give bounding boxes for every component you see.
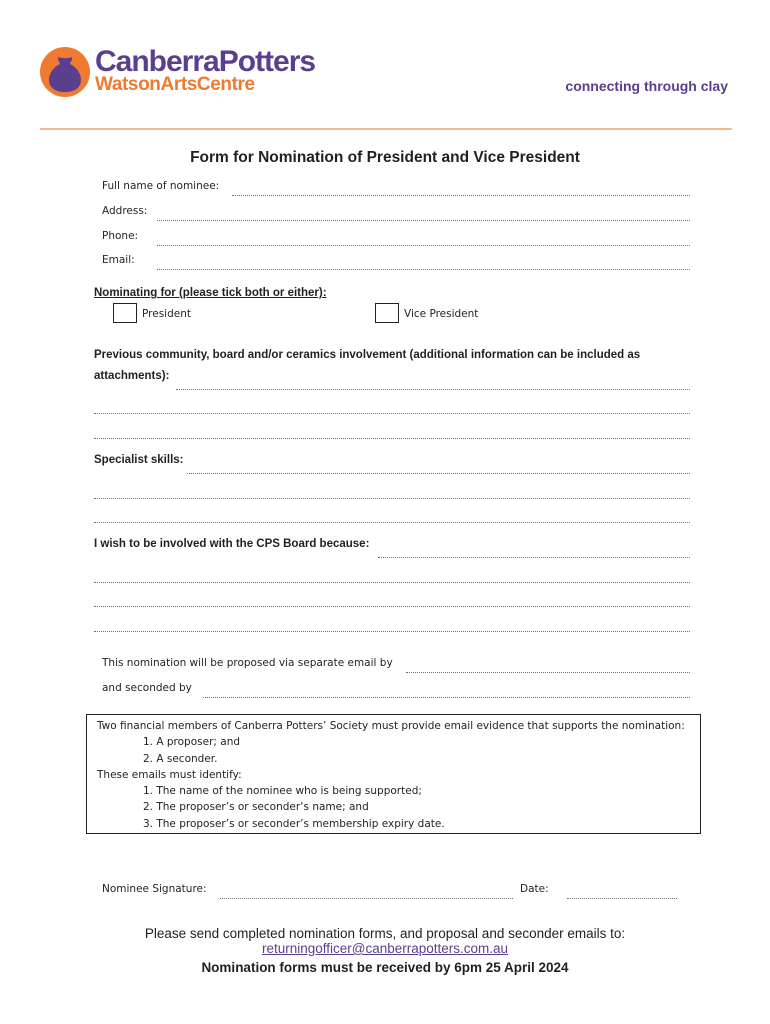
involvement-label: Previous community, board and/or ceramics involvement (additional information can be included as (94, 349, 641, 361)
board-reason-field-line[interactable] (94, 606, 690, 607)
proposer-field[interactable] (406, 672, 690, 673)
involvement-field-line[interactable] (176, 389, 690, 390)
skills-field-line[interactable] (94, 522, 690, 523)
full-name-field[interactable] (232, 195, 690, 196)
date-field[interactable] (567, 898, 677, 899)
requirements-identify: These emails must identify: (97, 768, 242, 781)
send-instructions: Please send completed nomination forms, and proposal and seconder emails to: (144, 926, 626, 941)
brand-name: CanberraPotters (95, 45, 316, 78)
email-label: Email: (102, 254, 135, 266)
date-label: Date: (520, 883, 549, 895)
requirement-item: 3. The proposer’s or seconder’s membership expiry date. (143, 817, 445, 830)
deadline-notice: Nomination forms must be received by 6pm 25 April 2024 (201, 960, 569, 975)
pot-icon (37, 46, 93, 98)
signature-field[interactable] (220, 898, 513, 899)
phone-label: Phone: (102, 230, 139, 242)
address-field[interactable] (157, 220, 690, 221)
requirements-intro: Two financial members of Canberra Potters’ Society must provide email evidence that supports the nomination: (97, 720, 685, 732)
involvement-field-line[interactable] (94, 438, 690, 439)
requirement-item: 1. The name of the nominee who is being supported; (143, 785, 422, 798)
requirement-item: 2. The proposer’s or seconder’s name; and (143, 801, 369, 814)
address-label: Address: (102, 205, 148, 217)
seconder-label: and seconded by (102, 682, 192, 694)
board-reason-field-line[interactable] (378, 557, 690, 558)
board-reason-field-line[interactable] (94, 631, 690, 632)
proposer-label: This nomination will be proposed via separate email by (102, 657, 393, 669)
logo (37, 44, 367, 100)
vice-president-label: Vice President (404, 308, 479, 320)
returning-officer-email-link[interactable]: returningofficer@canberrapotters.com.au (261, 941, 509, 956)
requirements-box (86, 714, 701, 834)
tagline: connecting through clay (565, 78, 728, 94)
president-label: President (142, 308, 191, 320)
brand-subname: WatsonArtsCentre (95, 74, 255, 95)
nominating-heading: Nominating for (please tick both or either): (94, 287, 327, 299)
form-title: Form for Nomination of President and Vice President (190, 149, 580, 166)
header-divider (40, 128, 732, 130)
full-name-label: Full name of nominee: (102, 180, 220, 192)
skills-field-line[interactable] (187, 473, 690, 474)
vice-president-checkbox[interactable] (375, 303, 399, 323)
signature-label: Nominee Signature: (102, 883, 207, 895)
seconder-field[interactable] (203, 697, 690, 698)
skills-field-line[interactable] (94, 498, 690, 499)
board-reason-label: I wish to be involved with the CPS Board because: (94, 538, 370, 550)
requirement-item: 1. A proposer; and (143, 736, 241, 749)
president-checkbox[interactable] (113, 303, 137, 323)
phone-field[interactable] (157, 245, 690, 246)
skills-label: Specialist skills: (94, 454, 184, 466)
involvement-label-cont: attachments): (94, 370, 170, 382)
board-reason-field-line[interactable] (94, 582, 690, 583)
involvement-field-line[interactable] (94, 413, 690, 414)
requirement-item: 2. A seconder. (143, 752, 218, 765)
email-field[interactable] (157, 269, 690, 270)
